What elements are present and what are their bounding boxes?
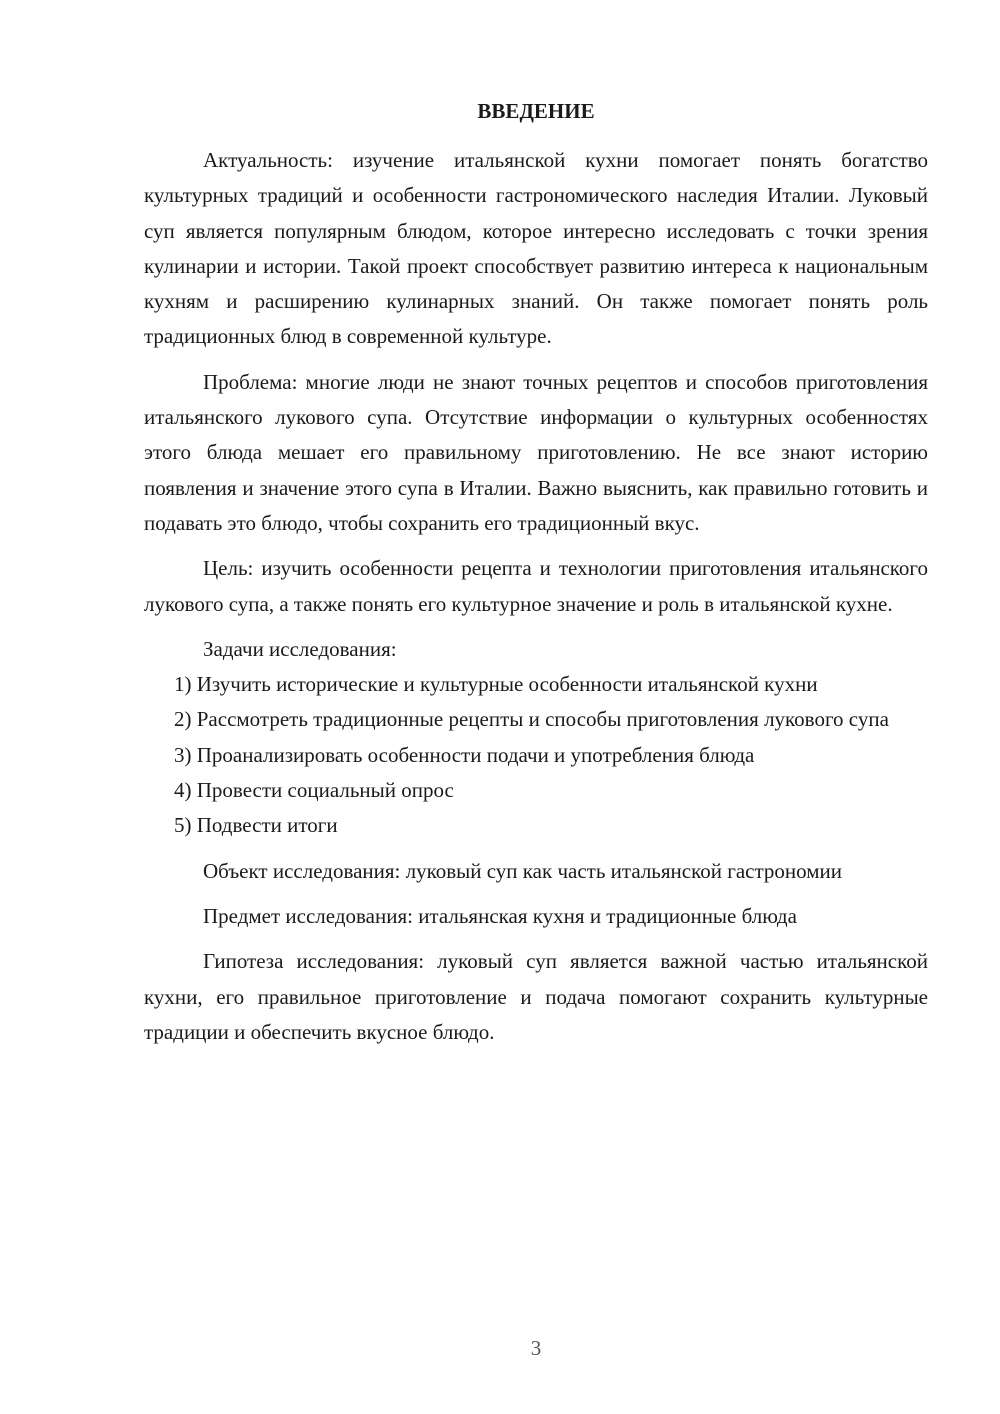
paragraph-tasks-intro: Задачи исследования: bbox=[203, 636, 397, 661]
page-number: 3 bbox=[530, 1336, 542, 1360]
paragraph-problem: Проблема: многие люди не знают точных рецептов и способов приготовления итальянского лукового супа. Отсутствие информации о культурных особенностях этого блюда мешает его правильному приготовлению. Не все знают историю появления и значение этого супа в Италии. Важно выяснить, как правильно готовить и подавать это блюдо, чтобы сохранить его традиционный вкус. bbox=[144, 369, 928, 535]
task-item-4: 4) Провести социальный опрос bbox=[174, 778, 454, 803]
paragraph-goal: Цель: изучить особенности рецепта и технологии приготовления итальянского лукового супа, а также понять его культурное значение и роль в итальянской кухне. bbox=[144, 556, 928, 616]
task-item-1: 1) Изучить исторические и культурные особенности итальянской кухни bbox=[174, 672, 818, 697]
paragraph-object: Объект исследования: луковый суп как часть итальянской гастрономии bbox=[203, 858, 843, 883]
task-item-3: 3) Проанализировать особенности подачи и употребления блюда bbox=[174, 742, 755, 767]
task-item-5: 5) Подвести итоги bbox=[174, 813, 338, 838]
document-body bbox=[144, 143, 928, 1050]
section-heading: ВВЕДЕНИЕ bbox=[477, 99, 595, 123]
task-item-2: 2) Рассмотреть традиционные рецепты и способы приготовления лукового супа bbox=[174, 707, 889, 732]
paragraph-relevance: Актуальность: изучение итальянской кухни помогает понять богатство культурных традиций и особенности гастрономического наследия Италии. Луковый суп является популярным блюдом, которое интересно исследовать с точки зрения кулинарии и истории. Такой проект способствует развитию интереса к национальным кухням и расширению кулинарных знаний. Он также помогает понять роль традиционных блюд в современной культуре. bbox=[144, 148, 928, 349]
paragraph-subject: Предмет исследования: итальянская кухня и традиционные блюда bbox=[203, 903, 797, 928]
paragraph-hypothesis: Гипотеза исследования: луковый суп является важной частью итальянской кухни, его правильное приготовление и подача помогают сохранить культурные традиции и обеспечить вкусное блюдо. bbox=[144, 949, 928, 1044]
